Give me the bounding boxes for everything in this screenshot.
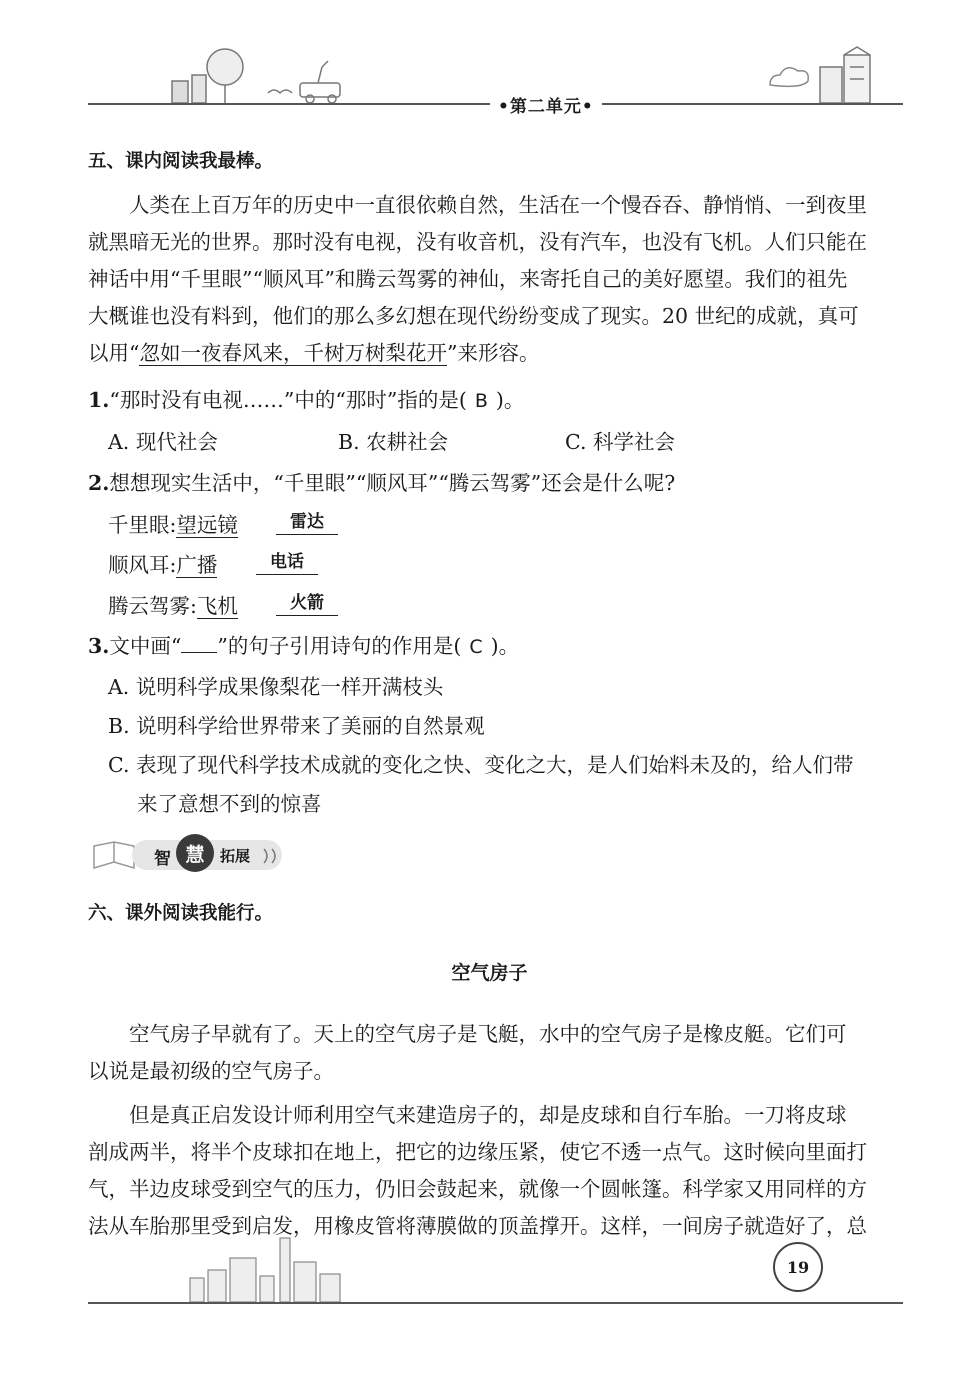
q2-row — [108, 589, 238, 619]
question-1 — [88, 383, 524, 413]
question-text: )。 — [495, 388, 525, 412]
footer-rule — [88, 1302, 903, 1304]
article-title: 空气房子 — [451, 962, 528, 984]
q2-answer-field[interactable]: 火箭 — [276, 591, 338, 616]
q2-given: 飞机 — [196, 594, 238, 618]
badge-circle — [176, 834, 214, 872]
q2-answer-field[interactable]: 电话 — [256, 550, 318, 575]
section-5-title: 五、课内阅读我最棒。 — [88, 151, 274, 172]
q2-given: 望远镜 — [176, 513, 238, 537]
car-icon — [300, 61, 340, 103]
q2-label: 千里眼: — [108, 513, 177, 537]
question-text: “那时没有电视……”中的“那时”指的是( — [109, 388, 467, 412]
article-paragraph-2 — [88, 1097, 903, 1245]
building-icon — [172, 75, 206, 103]
option-b: B. 说明科学给世界带来了美丽的自然景观 — [108, 714, 485, 738]
house-icon — [820, 47, 870, 103]
passage-text: 以用“ — [88, 341, 140, 365]
q2-given: 广播 — [176, 553, 218, 577]
question-2 — [88, 466, 675, 496]
question-number: 1. — [88, 388, 110, 412]
badge-char: 慧 — [185, 843, 205, 866]
bird-icon — [268, 90, 292, 93]
badge-char: 拓展 — [220, 847, 251, 865]
page-number: 19 — [773, 1242, 823, 1292]
tree-icon — [207, 49, 243, 103]
question-number: 2. — [88, 471, 110, 495]
q2-row — [108, 548, 217, 578]
article-line: 剖成两半，将半个皮球扣在地上，把它的边缘压紧，使它不透一点气。这时候向里面打 — [88, 1140, 867, 1164]
cloud-icon — [770, 68, 808, 87]
section-6-title: 六、课外阅读我能行。 — [88, 903, 274, 924]
question-text: ”的句子引用诗句的作用是( — [217, 634, 462, 658]
answer-field[interactable]: C — [469, 636, 483, 658]
article-paragraph-1 — [88, 1016, 903, 1090]
passage-line: 大概谁也没有料到，他们的那么多幻想在现代纷纷变成了现实。20 世纪的成就，真可 — [88, 304, 859, 328]
question-text: 想想现实生活中，“千里眼”“顺风耳”“腾云驾雾”还会是什么呢? — [109, 471, 676, 495]
question-3 — [88, 629, 519, 659]
passage-text: ”来形容。 — [446, 341, 540, 365]
option-c-continued: 来了意想不到的惊喜 — [137, 792, 322, 816]
q2-answer-field[interactable]: 雷达 — [276, 510, 338, 535]
passage-line: 就黑暗无光的世界。那时没有电视，没有收音机，没有汽车，也没有飞机。人们只能在 — [88, 230, 867, 254]
passage — [88, 187, 903, 372]
question-number: 3. — [88, 634, 110, 658]
option-c: C. 科学社会 — [565, 430, 675, 454]
passage-line: 人类在上百万年的历史中一直很依赖自然，生活在一个慢吞吞、静悄悄、一到夜里 — [129, 193, 867, 217]
passage-line — [88, 335, 903, 372]
underlined-poem: 忽如一夜春风来，千树万树梨花开 — [139, 341, 447, 365]
question-text: )。 — [490, 634, 520, 658]
option-b: B. 农耕社会 — [338, 430, 449, 454]
question-text: 文中画“ — [109, 634, 182, 658]
article-line: 但是真正启发设计师利用空气来建造房子的，却是皮球和自行车胎。一刀将皮球 — [129, 1103, 847, 1127]
article-line: 空气房子早就有了。天上的空气房子是飞艇，水中的空气房子是橡皮艇。它们可 — [129, 1022, 847, 1046]
unit-label: •第二单元• — [490, 92, 602, 117]
city-skyline-decoration — [180, 1232, 370, 1304]
article-line: 法从车胎那里受到启发，用橡皮管将薄膜做的顶盖撑开。这样，一间房子就造好了，总 — [88, 1214, 867, 1238]
q2-row — [108, 508, 238, 538]
option-a: A. 现代社会 — [108, 430, 218, 454]
passage-line: 神话中用“千里眼”“顺风耳”和腾云驾雾的神仙，来寄托自己的美好愿望。我们的祖先 — [88, 267, 848, 291]
q2-label: 腾云驾雾: — [108, 594, 197, 618]
badge-char: 智 — [154, 849, 171, 869]
article-line: 气，半边皮球受到空气的压力，仍旧会鼓起来，就像一个圆帐篷。科学家又用同样的方 — [88, 1177, 867, 1201]
option-c: C. 表现了现代科学技术成就的变化之快、变化之大，是人们始料未及的，给人们带 — [108, 753, 854, 777]
option-a: A. 说明科学成果像梨花一样开满枝头 — [108, 675, 444, 699]
sound-wave-icon — [260, 846, 290, 866]
underline-mark — [181, 634, 217, 653]
q2-label: 顺风耳: — [108, 553, 177, 577]
answer-field[interactable]: B — [474, 390, 488, 412]
article-line: 以说是最初级的空气房子。 — [88, 1059, 334, 1083]
wisdom-expansion-badge — [110, 836, 300, 876]
